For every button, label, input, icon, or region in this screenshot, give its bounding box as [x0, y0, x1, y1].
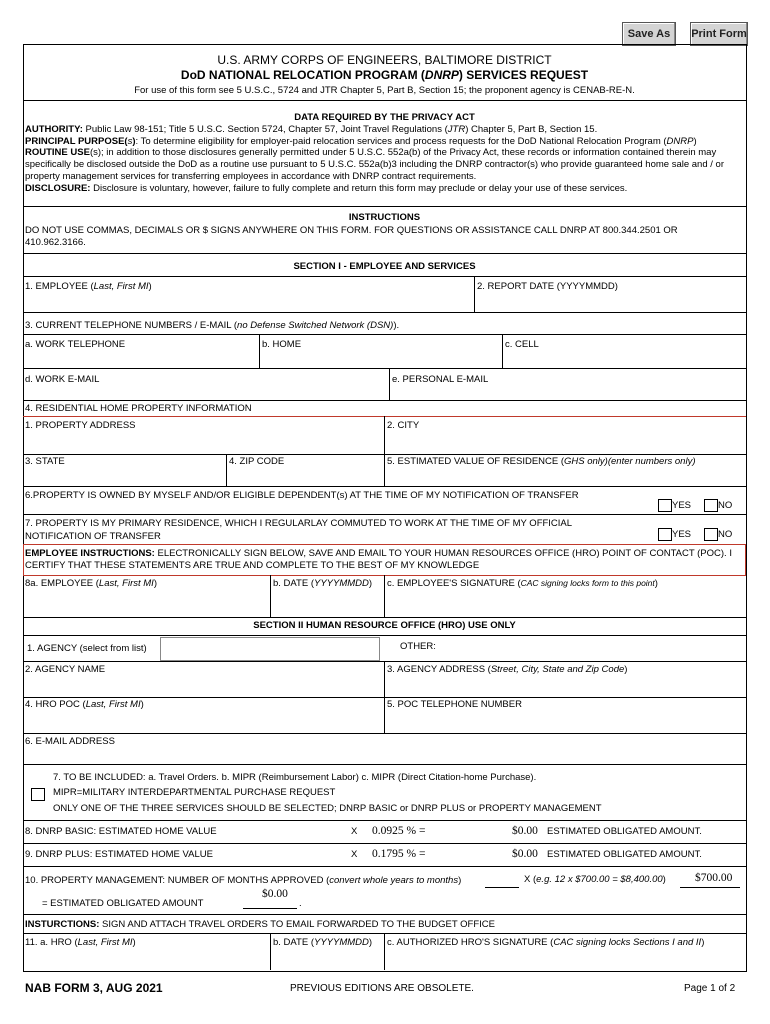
agency-select[interactable]	[160, 637, 380, 661]
state-field[interactable]: 3. STATE	[25, 456, 65, 467]
q7-residence-text: 7. PROPERTY IS MY PRIMARY RESIDENCE, WHICH I REGULARLAY COMMUTED TO WORK AT THE TIME OF MY OFFICIAL	[25, 518, 573, 529]
report-date-field[interactable]: 2. REPORT DATE (YYYYMMDD)	[477, 281, 618, 292]
privacy-heading: DATA REQUIRED BY THE PRIVACY ACT	[294, 112, 475, 123]
agency-address-field[interactable]: 3. AGENCY ADDRESS (Street, City, State and Zip Code)	[387, 664, 628, 675]
rate-underline	[680, 887, 740, 888]
dnrp-plus-label: 9. DNRP PLUS: ESTIMATED HOME VALUE	[25, 849, 213, 860]
instructions-heading: INSTRUCTIONS	[348, 212, 421, 223]
property-mgmt-period: .	[299, 898, 302, 909]
org-title: U.S. ARMY CORPS OF ENGINEERS, BALTIMORE DISTRICT	[217, 53, 552, 67]
form-subtitle: For use of this form see 5 U.S.C., 5724 and JTR Chapter 5, Part B, Section 15; the proponent agency is CENAB-RE-N.	[134, 85, 635, 96]
q7-no-checkbox[interactable]	[704, 528, 718, 541]
section2-heading: SECTION II HUMAN RESOURCE OFFICE (HRO) USE ONLY	[253, 620, 516, 631]
employee-field[interactable]: 1. EMPLOYEE (Last, First MI)	[25, 281, 152, 292]
residential-heading: 4. RESIDENTIAL HOME PROPERTY INFORMATION	[25, 403, 252, 414]
q7-residence-text-2: NOTIFICATION OF TRANSFER	[25, 531, 161, 542]
personal-email-field[interactable]: e. PERSONAL E-MAIL	[392, 374, 489, 385]
mipr-checkbox[interactable]	[31, 788, 45, 801]
q7-yes-label: YES	[672, 529, 692, 540]
estimated-value-field[interactable]: 5. ESTIMATED VALUE OF RESIDENCE (GHS only)(enter numbers only)	[387, 456, 696, 467]
property-mgmt-rate: $700.00	[695, 872, 733, 884]
zip-code-field[interactable]: 4. ZIP CODE	[229, 456, 285, 467]
employee-signature-field[interactable]: c. EMPLOYEE'S SIGNATURE (CAC signing locks form to this point)	[387, 578, 658, 589]
property-mgmt-amount: $0.00	[262, 888, 288, 900]
hro-email-field[interactable]: 6. E-MAIL ADDRESS	[25, 736, 115, 747]
dnrp-basic-label: 8. DNRP BASIC: ESTIMATED HOME VALUE	[25, 826, 217, 837]
hro-instructions: INSTURCTIONS: SIGN AND ATTACH TRAVEL ORDERS TO EMAIL FORWARDED TO THE BUDGET OFFICE	[25, 919, 495, 930]
home-phone-field[interactable]: b. HOME	[262, 339, 302, 350]
dnrp-basic-rate: 0.0925 % =	[372, 825, 426, 837]
phones-heading: 3. CURRENT TELEPHONE NUMBERS / E-MAIL (no Defense Switched Network (DSN)).	[25, 320, 400, 331]
property-mgmt-example: X (e.g. 12 x $700.00 = $8,400.00)	[524, 874, 666, 885]
hro-date-field[interactable]: b. DATE (YYYYMMDD)	[273, 937, 373, 948]
instructions-text: DO NOT USE COMMAS, DECIMALS OR $ SIGNS ANYWHERE ON THIS FORM. FOR QUESTIONS OR ASSISTANCE CALL DNRP AT 800.344.2501 OR 410.962.3166.	[25, 225, 678, 248]
work-email-field[interactable]: d. WORK E-MAIL	[25, 374, 100, 385]
q6-yes-checkbox[interactable]	[658, 499, 672, 512]
dnrp-plus-amount: $0.00	[512, 848, 538, 860]
save-as-button[interactable]: Save As	[622, 22, 676, 46]
form-title: DoD NATIONAL RELOCATION PROGRAM (DNRP) SERVICES REQUEST	[180, 68, 589, 82]
mipr-text: MIPR=MILITARY INTERDEPARTMENTAL PURCHASE REQUEST	[53, 787, 336, 798]
q7-included-text: 7. TO BE INCLUDED: a. Travel Orders. b. MIPR (Reimbursement Labor) c. MIPR (Direct Citation-home Purchase).	[53, 772, 537, 783]
q6-no-label: NO	[718, 500, 733, 511]
previous-editions: PREVIOUS EDITIONS ARE OBSOLETE.	[290, 983, 474, 994]
poc-telephone-field[interactable]: 5. POC TELEPHONE NUMBER	[387, 699, 522, 710]
agency-label: 1. AGENCY (select from list)	[27, 643, 147, 654]
employee-sign-name-field[interactable]: 8a. EMPLOYEE (Last, First MI)	[25, 578, 157, 589]
amount-underline	[243, 908, 297, 909]
employee-sign-date-field[interactable]: b. DATE (YYYYMMDD)	[273, 578, 373, 589]
hro-name-field[interactable]: 11. a. HRO (Last, First MI)	[25, 937, 136, 948]
dnrp-plus-x: X	[351, 849, 358, 860]
q7-yes-checkbox[interactable]	[658, 528, 672, 541]
other-agency-field[interactable]: OTHER:	[400, 641, 436, 652]
dnrp-basic-amount: $0.00	[512, 825, 538, 837]
property-mgmt-label: 10. PROPERTY MANAGEMENT: NUMBER OF MONTHS APPROVED (convert whole years to months)	[25, 875, 462, 886]
form-id: NAB FORM 3, AUG 2021	[25, 981, 163, 995]
one-service-text: ONLY ONE OF THE THREE SERVICES SHOULD BE SELECTED; DNRP BASIC or DNRP PLUS or PROPERTY MANAGEMENT	[53, 803, 602, 814]
employee-instructions: EMPLOYEE INSTRUCTIONS: ELECTRONICALLY SIGN BELOW, SAVE AND EMAIL TO YOUR HUMAN RESOURCES OFFICE (HRO) POINT OF CONTACT (POC). I CERTIFY THAT THESE STATEMENTS ARE TRUE AND COMPLETE TO THE BEST OF MY KNOWLEDGE	[25, 548, 732, 571]
q6-yes-label: YES	[672, 500, 692, 511]
privacy-act-text: AUTHORITY: Public Law 98-151; Title 5 U.S.C. Section 5724, Chapter 57, Joint Travel Regulations (JTR) Chapter 5, Part B, Section 15. PRINCIPAL PURPOSE(s): To determine eligibility for employer-paid relocation services and process requests for the DoD National Relocation Program (DNRP) ROUTINE USE(s); in addition to those disclosures generally permitted under 5 U.S.C. 552a(b) of the Privacy Act, these records or information contained therein may specifically be disclosed outside the DoD as a routine use pursuant to 5 U.S.C. 552a(b)3 including the DNRP contractor(s) who provide guaranteed home sale and / or property management services for transferring employees in accordance with DNRP contract requirements. DISCLOSURE: Disclosure is voluntary, however, failure to fully complete and return this form may preclude or delay your use of these services.	[25, 124, 724, 194]
section1-heading: SECTION I - EMPLOYEE AND SERVICES	[293, 261, 476, 272]
hro-signature-field[interactable]: c. AUTHORIZED HRO'S SIGNATURE (CAC signing locks Sections I and II)	[387, 937, 705, 948]
print-form-button[interactable]: Print Form	[690, 22, 748, 46]
dnrp-basic-obligated-label: ESTIMATED OBLIGATED AMOUNT.	[547, 826, 702, 837]
q7-no-label: NO	[718, 529, 733, 540]
months-input[interactable]	[485, 887, 519, 888]
agency-name-field[interactable]: 2. AGENCY NAME	[25, 664, 106, 675]
property-mgmt-result-label: = ESTIMATED OBLIGATED AMOUNT	[42, 898, 204, 909]
city-field[interactable]: 2. CITY	[387, 420, 420, 431]
dnrp-basic-x: X	[351, 826, 358, 837]
q6-owned-text: 6.PROPERTY IS OWNED BY MYSELF AND/OR ELIGIBLE DEPENDENT(s) AT THE TIME OF MY NOTIFICATION OF TRANSFER	[25, 490, 579, 501]
page-number: Page 1 of 2	[684, 983, 736, 994]
cell-phone-field[interactable]: c. CELL	[505, 339, 539, 350]
property-address-field[interactable]: 1. PROPERTY ADDRESS	[25, 420, 136, 431]
q6-no-checkbox[interactable]	[704, 499, 718, 512]
dnrp-plus-obligated-label: ESTIMATED OBLIGATED AMOUNT.	[547, 849, 702, 860]
dnrp-plus-rate: 0.1795 % =	[372, 848, 426, 860]
work-telephone-field[interactable]: a. WORK TELEPHONE	[25, 339, 126, 350]
hro-poc-field[interactable]: 4. HRO POC (Last, First MI)	[25, 699, 144, 710]
